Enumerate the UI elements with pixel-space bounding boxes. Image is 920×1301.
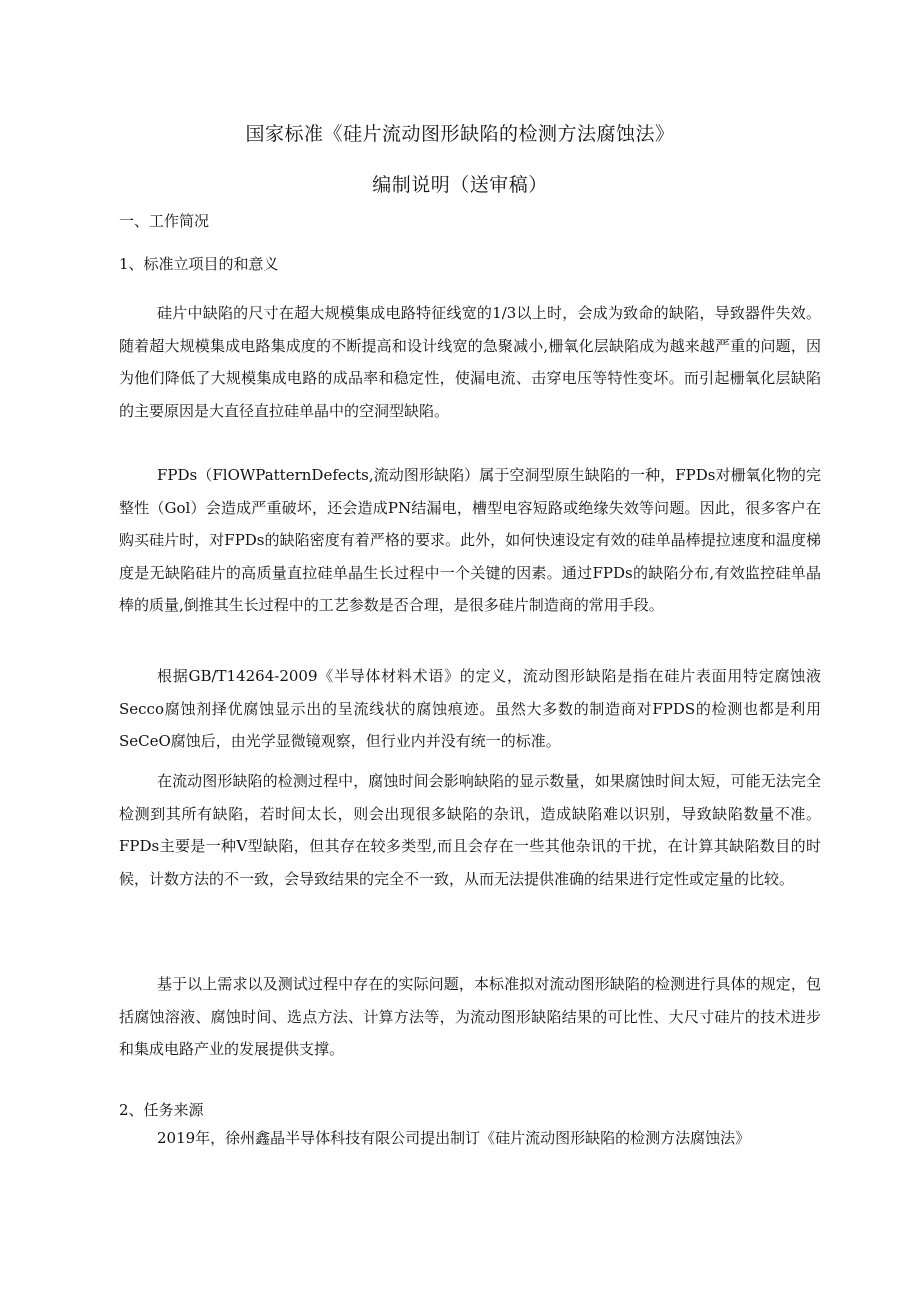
document-title: 国家标准《硅片流动图形缺陷的检测方法腐蚀法》 (245, 123, 675, 145)
paragraph-definition: 根据GB/T14264-2009《半导体材料术语》的定义，流动图形缺陷是指在硅片表面用特定腐蚀液Secco腐蚀剂择优腐蚀显示出的呈流线状的腐蚀痕迹。虽然大多数的制造商对FPDS的检测也都是利用SeCeO腐蚀后，由光学显微镜观察，但行业内并没有统一的标准。 (119, 667, 821, 750)
subsection-heading-task-source: 2、任务来源 (119, 1101, 204, 1119)
subsection-heading-purpose: 1、标准立项目的和意义 (119, 255, 279, 273)
paragraph-fpds-description: FPDs（FlOWPatternDefects,流动图形缺陷）属于空洞型原生缺陷的一种，FPDs对栅氧化物的完整性（Gol）会造成严重破坏，还会造成PN结漏电，槽型电容短路或绝缘失效等问题。因此，很多客户在购买硅片时，对FPDs的缺陷密度有着严格的要求。此外，如何快速设定有效的硅单晶棒提拉速度和温度梯度是无缺陷硅片的高质量直拉硅单晶生长过程中一个关键的因素。通过FPDs的缺陷分布,有效监控硅单晶棒的质量,倒推其生长过程中的工艺参数是否合理，是很多硅片制造商的常用手段。 (119, 466, 821, 614)
paragraph-defect-significance: 硅片中缺陷的尺寸在超大规模集成电路特征线宽的1/3以上时，会成为致命的缺陷，导致器件失效。随着超大规模集成电路集成度的不断提高和设计线宽的急聚减小,栅氧化层缺陷成为越来越严重的问题，因为他们降低了大规模集成电路的成品率和稳定性，使漏电流、击穿电压等特性变坏。而引起栅氧化层缺陷的主要原因是大直径直拉硅单晶中的空洞型缺陷。 (119, 304, 821, 420)
paragraph-detection-issues: 在流动图形缺陷的检测过程中，腐蚀时间会影响缺陷的显示数量，如果腐蚀时间太短，可能无法完全检测到其所有缺陷，若时间太长，则会出现很多缺陷的杂讯，造成缺陷难以识别，导致缺陷数量不准。FPDs主要是一种V型缺陷，但其存在较多类型,而且会存在一些其他杂讯的干扰，在计算其缺陷数目的时候，计数方法的不一致，会导致结果的完全不一致，从而无法提供准确的结果进行定性或定量的比较。 (119, 772, 821, 888)
section-heading-work-overview: 一、工作简况 (119, 212, 210, 230)
paragraph-standard-scope: 基于以上需求以及测试过程中存在的实际问题，本标准拟对流动图形缺陷的检测进行具体的规定，包括腐蚀溶液、腐蚀时间、选点方法、计算方法等，为流动图形缺陷结果的可比性、大尺寸硅片的技术进步和集成电路产业的发展提供支撑。 (119, 975, 821, 1058)
document-subtitle: 编制说明（送审稿） (372, 174, 548, 196)
paragraph-task-source: 2019年，徐州鑫晶半导体科技有限公司提出制订《硅片流动图形缺陷的检测方法腐蚀法》 (157, 1129, 751, 1147)
